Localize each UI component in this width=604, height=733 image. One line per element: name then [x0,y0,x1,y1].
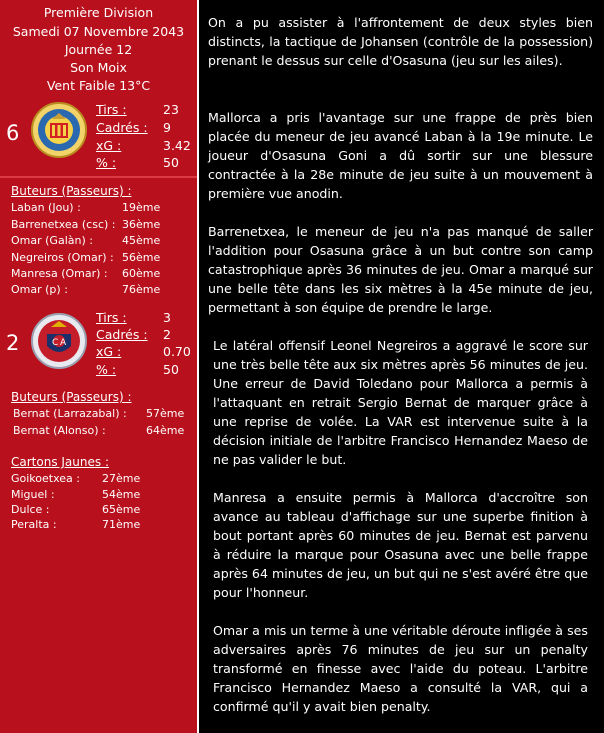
match-report-panel [199,0,604,733]
home-xg-label: xG : [96,138,122,153]
away-scorers-title: Buteurs (Passeurs) : [11,390,132,404]
match-weather: Vent Faible 13°C [46,78,151,93]
yellow-card-minute: 71ème [102,518,141,531]
home-on-target-value: 9 [163,120,171,135]
away-possession-value: 50 [163,362,179,377]
home-possession-value: 50 [163,155,179,170]
away-scorer-minute: 64ème [146,424,185,437]
divider [0,176,197,178]
home-scorer-name: Manresa (Omar) : [11,267,108,280]
home-shots-value: 23 [163,102,179,117]
yellow-card-player: Peralta : [11,518,57,531]
away-shots-value: 3 [163,310,171,325]
yellow-card-player: Dulce : [11,503,50,516]
away-scorer-name: Bernat (Larrazabal) : [13,407,127,420]
report-paragraph: Omar a mis un terme à une véritable déroute infligée à ses adversaires après 76 minutes de jeu sur un penalty transformé en finesse avec l'aide du poteau. L'arbitre Francisco Hernandez Maeso a consulté la VAR, qui a confirmé qu'il y avait bien penalty. [213,623,588,714]
home-scorer-name: Omar (p) : [11,283,68,296]
away-xg-label: xG : [96,344,122,359]
svg-text:C: C [52,338,59,348]
home-on-target-label: Cadrés : [96,120,148,135]
away-score: 2 [6,331,20,355]
home-scorer-minute: 36ème [122,218,161,231]
report-paragraph: On a pu assister à l'affrontement de deux styles bien distincts, la tactique de Johansen (contrôle de la possession) prenant le dessus sur celle d'Osasuna (jeu sur les ailes). [208,15,593,68]
home-scorer-minute: 45ème [122,234,161,247]
away-possession-label: % : [96,362,117,377]
home-scorer-name: Omar (Galàn) : [11,234,93,247]
home-scorer-name: Laban (Jou) : [11,201,81,214]
home-scorer-minute: 60ème [122,267,161,280]
home-possession-label: % : [96,155,117,170]
away-shots-label: Tirs : [96,310,127,325]
match-date: Samedi 07 Novembre 2043 [12,24,185,39]
report-paragraph: Barrenetxea, le meneur de jeu n'a pas manqué de saller l'addition pour Osasuna grâce à un but contre son camp catastrophique après 36 minutes de jeu. Omar a marqué sur une belle tête dans les six mètres à la 45e minute de jeu, permettant à son équipe de prendre le large. [208,224,593,315]
report-paragraph: Le latéral offensif Leonel Negreiros a aggravé le score sur une très belle tête aux six mètres après 56 minutes de jeu. Une erreur de David Toledano pour Mallorca a permis à l'attaquant en retrait Sergio Bernat de marquer grâce à une reprise de volée. La VAR est intervenue suite à la décision initiale de l'arbitre Francisco Hernandez Maeso de ne pas valider le but. [213,338,588,467]
home-shots-label: Tirs : [96,102,127,117]
home-score: 6 [6,121,20,145]
yellow-card-player: Miguel : [11,488,55,501]
home-scorer-name: Negreiros (Omar) : [11,251,114,264]
report-paragraph: Manresa a ensuite permis à Mallorca d'accroître son avance au tableau d'affichage sur une superbe finition à bout portant après 60 minutes de jeu. Bernat est parvenu à réduire la marque pour Osasuna avec une belle frappe après 64 minutes de jeu, un but qui ne s'est avéré être que pour l'honneur. [213,490,588,600]
svg-text:A: A [60,338,67,348]
away-xg-value: 0.70 [163,344,191,359]
yellow-card-minute: 65ème [102,503,141,516]
away-on-target-value: 2 [163,327,171,342]
home-scorer-minute: 76ème [122,283,161,296]
report-paragraph: Mallorca a pris l'avantage sur une frappe de près bien placée du meneur de jeu avancé Laban à la 19e minute. Le joueur d'Osasuna Goni a dû sortir sur une blessure contractée à la 28e minute de jeu suite à un mouvement à première vue anodin. [208,110,593,201]
home-scorer-name: Barrenetxea (csc) : [11,218,116,231]
home-xg-value: 3.42 [163,138,191,153]
home-scorer-minute: 56ème [122,251,161,264]
yellow-card-player: Goikoetxea : [11,472,80,485]
yellow-card-minute: 54ème [102,488,141,501]
home-scorer-minute: 19ème [122,201,161,214]
away-scorer-minute: 57ème [146,407,185,420]
mallorca-crest-icon [30,101,88,159]
match-venue: Son Moix [70,60,127,75]
away-on-target-label: Cadrés : [96,327,148,342]
away-scorer-name: Bernat (Alonso) : [13,424,106,437]
match-summary-panel [0,0,197,733]
osasuna-crest-icon [30,312,88,370]
yellow-cards-title: Cartons Jaunes : [11,455,109,469]
match-round: Journée 12 [64,42,133,57]
home-scorers-title: Buteurs (Passeurs) : [11,184,132,198]
competition-title: Première Division [43,5,154,20]
yellow-card-minute: 27ème [102,472,141,485]
